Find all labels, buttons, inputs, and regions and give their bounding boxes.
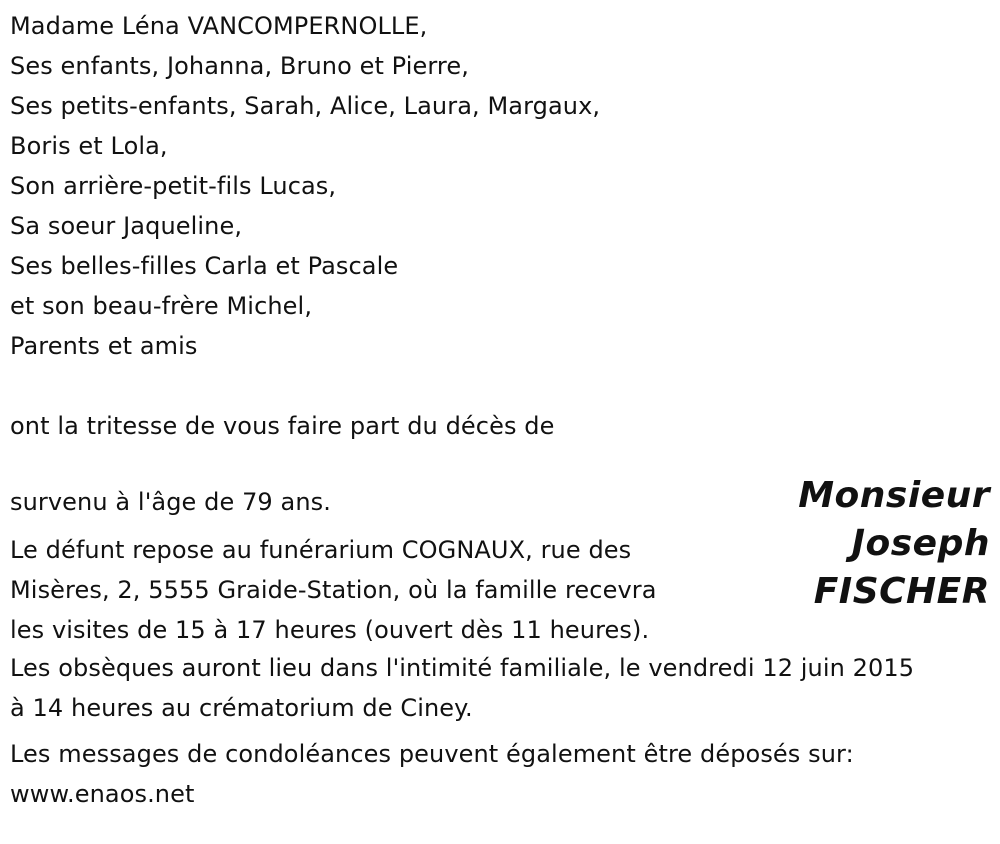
funeral-info — [10, 648, 990, 728]
family-line: Ses belles-filles Carla et Pascale — [10, 252, 399, 280]
family-list — [10, 6, 990, 366]
family-line: Son arrière-petit-fils Lucas, — [10, 172, 337, 200]
repose-line: Misères, 2, 5555 Graide-Station, où la famille recevra — [10, 576, 657, 604]
condolences-info — [10, 734, 990, 814]
family-line: Ses petits-enfants, Sarah, Alice, Laura, Margaux, — [10, 92, 601, 120]
repose-line: Le défunt repose au funérarium COGNAUX, rue des — [10, 536, 632, 564]
funeral-line: Les obsèques auront lieu dans l'intimité familiale, le vendredi 12 juin 2015 — [10, 654, 915, 682]
condolences-website: www.enaos.net — [10, 780, 195, 808]
deceased-first-name: Joseph — [851, 523, 990, 564]
condolences-line: Les messages de condoléances peuvent également être déposés sur: — [10, 740, 854, 768]
family-line: Boris et Lola, — [10, 132, 168, 160]
age-line: survenu à l'âge de 79 ans. — [10, 488, 331, 516]
deceased-name — [798, 472, 990, 616]
repose-line: les visites de 15 à 17 heures (ouvert dès 11 heures). — [10, 616, 650, 644]
deceased-last-name: FISCHER — [813, 571, 990, 612]
announcement-intro: ont la tritesse de vous faire part du décès de — [10, 412, 555, 440]
deceased-title: Monsieur — [798, 475, 990, 516]
family-line: Sa soeur Jaqueline, — [10, 212, 243, 240]
family-line: Madame Léna VANCOMPERNOLLE, — [10, 12, 428, 40]
funeral-line: à 14 heures au crématorium de Ciney. — [10, 694, 473, 722]
details-column — [10, 482, 770, 650]
family-line: Ses enfants, Johanna, Bruno et Pierre, — [10, 52, 469, 80]
family-line: Parents et amis — [10, 332, 198, 360]
middle-section — [10, 475, 990, 644]
repose-info — [10, 530, 770, 650]
death-notice — [10, 6, 990, 814]
family-line: et son beau-frère Michel, — [10, 292, 313, 320]
